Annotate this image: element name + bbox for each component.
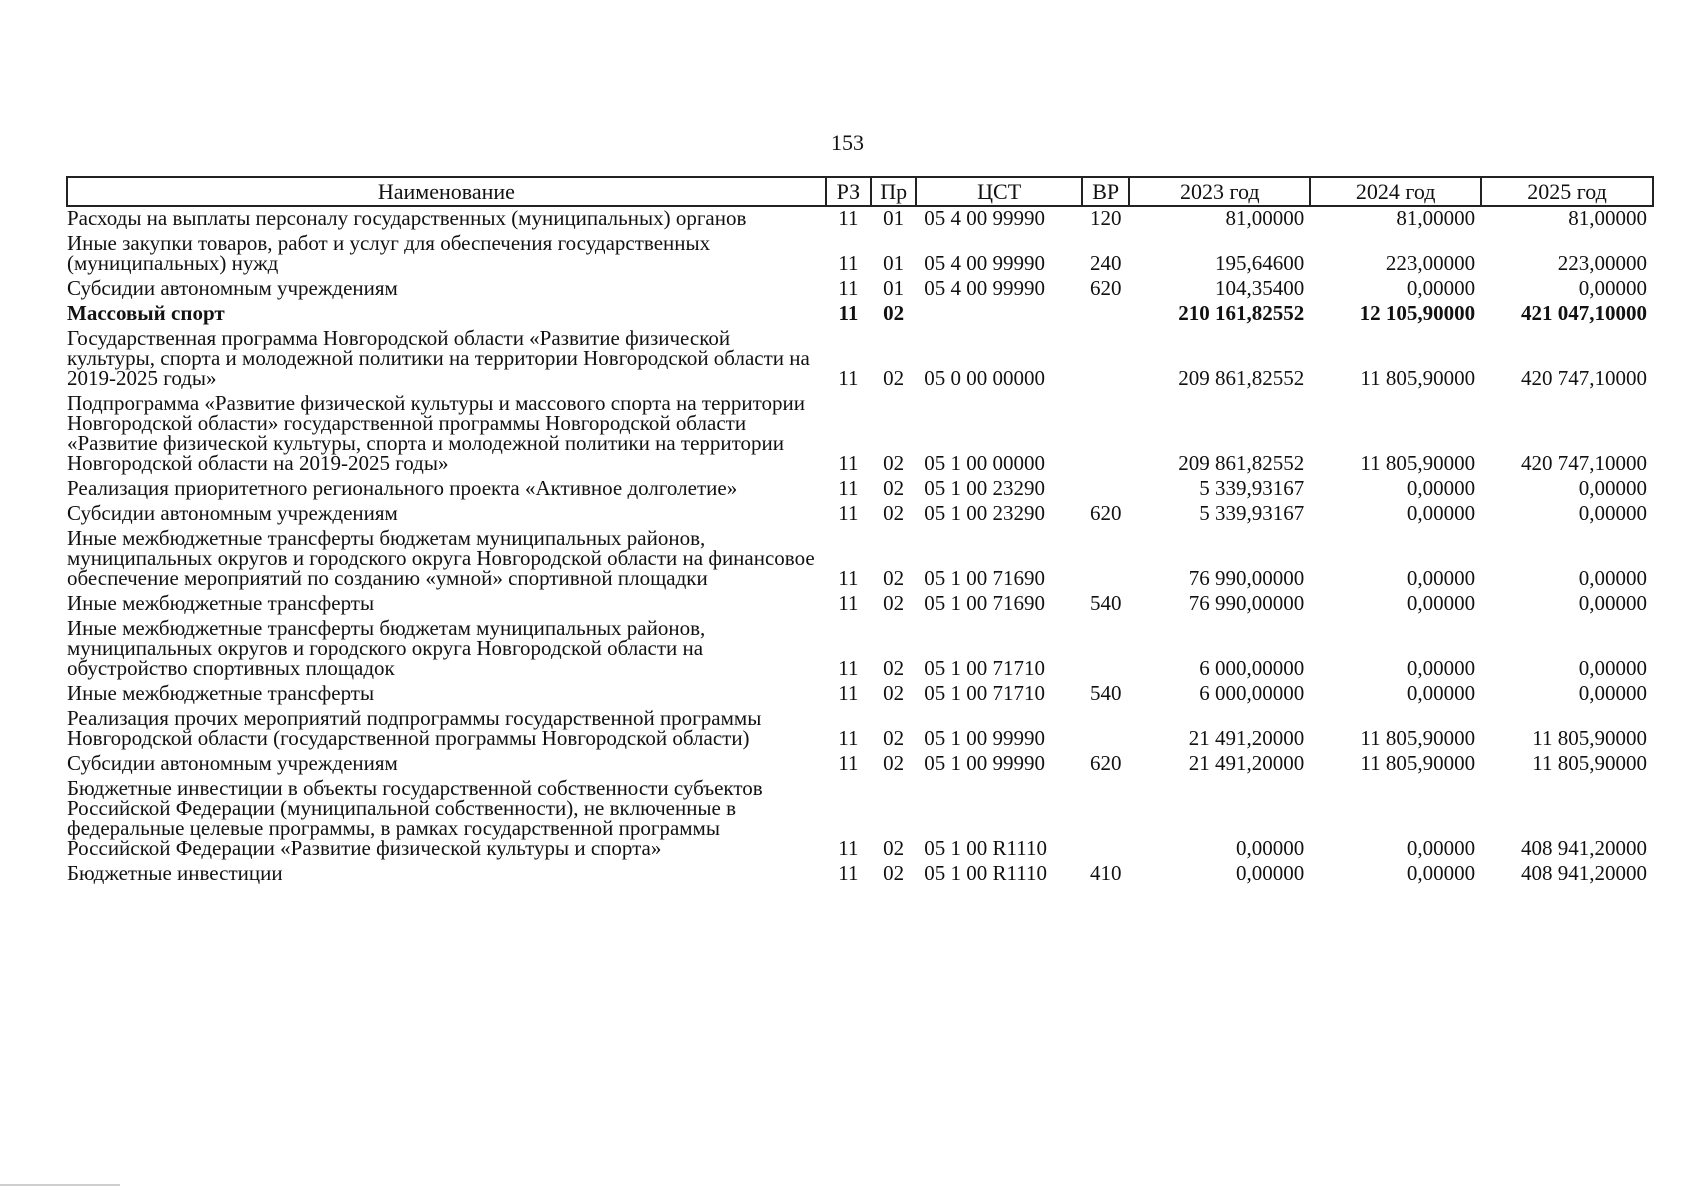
row-name: Реализация прочих мероприятий подпрограммы государственной программы Новгородской области (государственной программы Новгородской области) xyxy=(67,706,762,750)
row-cst: 05 1 00 R1110 xyxy=(924,836,1047,860)
row-rz: 11 xyxy=(838,836,859,860)
row-vr: 240 xyxy=(1089,251,1122,275)
row-pr: 02 xyxy=(883,566,905,590)
row-rz: 11 xyxy=(838,861,859,885)
scan-artifact xyxy=(0,1184,120,1186)
row-vr: 540 xyxy=(1089,591,1122,615)
row-rz: 11 xyxy=(838,206,859,230)
row-vr xyxy=(1082,302,1129,327)
row-vr xyxy=(1082,777,1129,862)
row-vr: 620 xyxy=(1089,751,1122,775)
row-2023: 5 339,93167 xyxy=(1199,501,1305,525)
row-2024: 0,00000 xyxy=(1406,836,1476,860)
row-2025: 0,00000 xyxy=(1578,566,1647,590)
row-2024: 0,00000 xyxy=(1406,276,1476,300)
row-rz: 11 xyxy=(838,366,859,390)
row-2024: 11 805,90000 xyxy=(1360,726,1476,750)
row-2023: 81,00000 xyxy=(1225,206,1305,230)
header-2023: 2023 год xyxy=(1129,177,1310,206)
row-pr: 02 xyxy=(883,836,905,860)
row-2024: 0,00000 xyxy=(1406,591,1476,615)
row-cst: 05 1 00 R1110 xyxy=(924,861,1047,885)
row-name: Реализация приоритетного регионального проекта «Активное долголетие» xyxy=(67,476,738,500)
row-2025: 420 747,10000 xyxy=(1521,366,1647,390)
row-vr: 120 xyxy=(1089,206,1122,230)
row-cst: 05 1 00 71710 xyxy=(924,656,1045,680)
row-cst: 05 4 00 99990 xyxy=(924,251,1045,275)
row-2024: 12 105,90000 xyxy=(1359,301,1476,325)
row-pr: 02 xyxy=(883,451,905,475)
row-2024: 0,00000 xyxy=(1406,681,1476,705)
row-name: Субсидии автономным учреждениям xyxy=(67,501,398,525)
row-2024: 11 805,90000 xyxy=(1360,366,1476,390)
header-2025: 2025 год xyxy=(1481,177,1653,206)
row-vr: 620 xyxy=(1089,276,1122,300)
row-rz: 11 xyxy=(838,276,859,300)
row-vr xyxy=(1082,617,1129,682)
table-row xyxy=(67,392,1653,477)
table-row xyxy=(67,707,1653,752)
row-vr xyxy=(1082,527,1129,592)
row-2025: 81,00000 xyxy=(1568,206,1647,230)
row-pr: 02 xyxy=(883,366,905,390)
row-2024: 0,00000 xyxy=(1406,861,1476,885)
row-cst: 05 1 00 71710 xyxy=(924,681,1045,705)
header-rz: РЗ xyxy=(826,177,871,206)
row-2023: 6 000,00000 xyxy=(1199,681,1305,705)
row-vr: 620 xyxy=(1089,501,1122,525)
row-pr: 02 xyxy=(883,591,905,615)
row-2025: 421 047,10000 xyxy=(1521,301,1647,325)
table-header xyxy=(67,177,1653,206)
row-2024: 0,00000 xyxy=(1406,501,1476,525)
row-name: Иные межбюджетные трансферты бюджетам муниципальных районов, муниципальных округов и городского округа Новгородской области на обустройство спортивных площадок xyxy=(67,616,706,680)
row-cst: 05 1 00 99990 xyxy=(924,726,1045,750)
row-2024: 0,00000 xyxy=(1406,476,1476,500)
row-2025: 0,00000 xyxy=(1578,591,1647,615)
table-row xyxy=(67,592,1653,617)
page-number: 153 xyxy=(831,130,864,155)
row-2025: 0,00000 xyxy=(1578,681,1647,705)
row-rz: 11 xyxy=(838,501,859,525)
table-row xyxy=(67,502,1653,527)
row-pr: 02 xyxy=(883,751,905,775)
row-2023: 21 491,20000 xyxy=(1188,751,1305,775)
header-2024: 2024 год xyxy=(1310,177,1481,206)
table-row xyxy=(67,206,1653,232)
row-name: Иные межбюджетные трансферты xyxy=(67,681,375,705)
row-2024: 0,00000 xyxy=(1406,566,1476,590)
table-row xyxy=(67,527,1653,592)
row-2024: 0,00000 xyxy=(1406,656,1476,680)
row-2025: 408 941,20000 xyxy=(1521,861,1647,885)
row-name: Подпрограмма «Развитие физической культуры и массового спорта на территории Новгородской области» государственной программы Новгородской области «Развитие физической культуры, спорта и молодежной политики на территории Новгородской области на 2019-2025 годы» xyxy=(67,391,806,475)
row-pr: 02 xyxy=(883,476,905,500)
row-2024: 81,00000 xyxy=(1396,206,1476,230)
row-rz: 11 xyxy=(838,751,859,775)
row-pr: 02 xyxy=(883,656,905,680)
table-row xyxy=(67,682,1653,707)
row-pr: 01 xyxy=(883,206,905,230)
row-pr: 02 xyxy=(883,681,905,705)
row-pr: 02 xyxy=(883,301,905,325)
row-cst: 05 1 00 71690 xyxy=(924,566,1045,590)
row-vr xyxy=(1082,477,1129,502)
row-name: Иные закупки товаров, работ и услуг для обеспечения государственных (муниципальных) нужд xyxy=(67,231,711,275)
row-rz: 11 xyxy=(838,251,859,275)
table-body xyxy=(67,206,1653,887)
row-name: Бюджетные инвестиции xyxy=(67,861,283,885)
row-cst xyxy=(916,302,1082,327)
row-name: Расходы на выплаты персоналу государственных (муниципальных) органов xyxy=(67,206,747,230)
row-rz: 11 xyxy=(838,681,859,705)
row-2025: 0,00000 xyxy=(1578,501,1647,525)
row-2025: 0,00000 xyxy=(1578,476,1647,500)
row-pr: 01 xyxy=(883,251,905,275)
row-vr: 540 xyxy=(1089,681,1122,705)
row-cst: 05 1 00 23290 xyxy=(924,476,1045,500)
row-2025: 0,00000 xyxy=(1578,656,1647,680)
row-2023: 5 339,93167 xyxy=(1199,476,1305,500)
row-2023: 6 000,00000 xyxy=(1199,656,1305,680)
row-2025: 0,00000 xyxy=(1578,276,1647,300)
header-name: Наименование xyxy=(67,177,826,206)
row-name: Иные межбюджетные трансферты xyxy=(67,591,375,615)
table-row xyxy=(67,777,1653,862)
row-rz: 11 xyxy=(838,591,859,615)
row-pr: 01 xyxy=(883,276,905,300)
row-2023: 0,00000 xyxy=(1235,836,1305,860)
row-rz: 11 xyxy=(838,301,859,325)
row-vr: 410 xyxy=(1089,861,1122,885)
row-2025: 11 805,90000 xyxy=(1532,726,1647,750)
row-cst: 05 4 00 99990 xyxy=(924,276,1045,300)
header-cst: ЦСТ xyxy=(916,177,1082,206)
row-rz: 11 xyxy=(838,476,859,500)
row-2023: 104,35400 xyxy=(1214,276,1305,300)
row-2025: 223,00000 xyxy=(1557,251,1647,275)
header-vr: ВР xyxy=(1082,177,1129,206)
row-2025: 420 747,10000 xyxy=(1521,451,1647,475)
row-rz: 11 xyxy=(838,726,859,750)
table-row xyxy=(67,327,1653,392)
row-2023: 209 861,82552 xyxy=(1178,451,1305,475)
row-cst: 05 1 00 99990 xyxy=(924,751,1045,775)
row-name: Бюджетные инвестиции в объекты государственной собственности субъектов Российской Федерации (муниципальной собственности), не включенные в федеральные целевые программы, в рамках государственной программы Российской Федерации «Развитие физической культуры и спорта» xyxy=(67,776,763,860)
row-2023: 210 161,82552 xyxy=(1178,301,1305,325)
row-2023: 0,00000 xyxy=(1235,861,1305,885)
table-row xyxy=(67,277,1653,302)
row-2023: 195,64600 xyxy=(1214,251,1305,275)
table-row xyxy=(67,302,1653,327)
row-rz: 11 xyxy=(838,451,859,475)
row-cst: 05 0 00 00000 xyxy=(924,366,1045,390)
row-2024: 11 805,90000 xyxy=(1360,751,1476,775)
row-vr xyxy=(1082,707,1129,752)
row-name: Субсидии автономным учреждениям xyxy=(67,751,398,775)
table-row xyxy=(67,232,1653,277)
row-name: Субсидии автономным учреждениям xyxy=(67,276,398,300)
table-row xyxy=(67,862,1653,887)
row-pr: 02 xyxy=(883,501,905,525)
row-cst: 05 4 00 99990 xyxy=(924,206,1045,230)
row-2023: 209 861,82552 xyxy=(1178,366,1305,390)
row-rz: 11 xyxy=(838,656,859,680)
row-2024: 11 805,90000 xyxy=(1360,451,1476,475)
row-2025: 408 941,20000 xyxy=(1521,836,1647,860)
row-name: Иные межбюджетные трансферты бюджетам муниципальных районов, муниципальных округов и городского округа Новгородской области на финансовое обеспечение мероприятий по созданию «умной» спортивной площадки xyxy=(67,526,815,590)
header-pr: Пр xyxy=(871,177,916,206)
row-name: Массовый спорт xyxy=(67,301,225,325)
table-row xyxy=(67,752,1653,777)
row-2023: 76 990,00000 xyxy=(1188,591,1305,615)
budget-table xyxy=(66,176,1654,887)
row-2024: 223,00000 xyxy=(1385,251,1476,275)
row-cst: 05 1 00 23290 xyxy=(924,501,1045,525)
table-row xyxy=(67,477,1653,502)
row-cst: 05 1 00 71690 xyxy=(924,591,1045,615)
row-name: Государственная программа Новгородской области «Развитие физической культуры, спорта и молодежной политики на территории Новгородской области на 2019-2025 годы» xyxy=(67,326,810,390)
row-2023: 76 990,00000 xyxy=(1188,566,1305,590)
row-2023: 21 491,20000 xyxy=(1188,726,1305,750)
row-pr: 02 xyxy=(883,726,905,750)
row-vr xyxy=(1082,327,1129,392)
row-vr xyxy=(1082,392,1129,477)
row-2025: 11 805,90000 xyxy=(1532,751,1647,775)
table-row xyxy=(67,617,1653,682)
row-rz: 11 xyxy=(838,566,859,590)
row-pr: 02 xyxy=(883,861,905,885)
row-cst: 05 1 00 00000 xyxy=(924,451,1045,475)
